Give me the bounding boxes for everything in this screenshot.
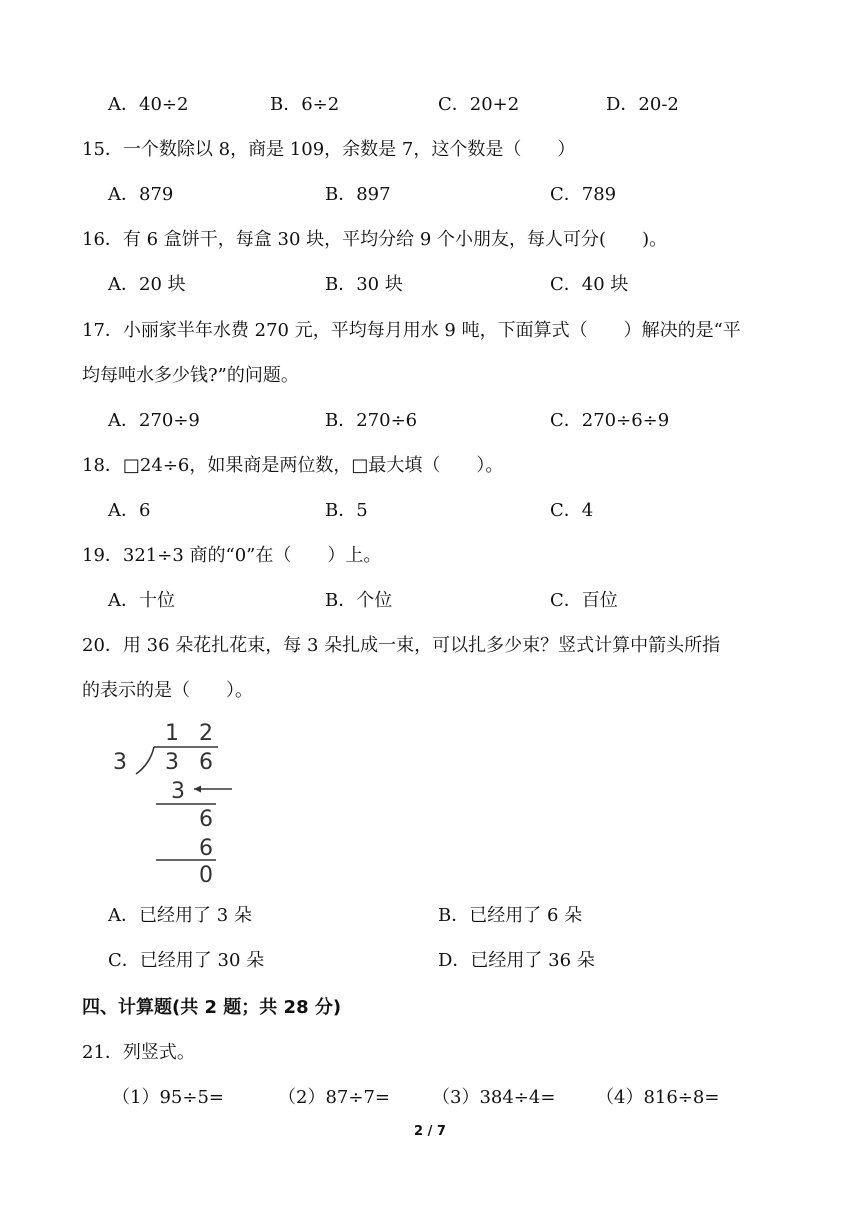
remainder: 0 [199,863,213,888]
q17-text-line1: 17．小丽家半年水费 270 元，平均每月用水 9 吨，下面算式（ ）解决的是“平 [82,320,741,341]
section-heading: 四、计算题(共 2 题；共 28 分) [82,997,342,1018]
q14-option-d: D．20-2 [606,94,679,115]
q20-option-b: B．已经用了 6 朵 [438,905,583,926]
q14-option-a: A．40÷2 [108,94,189,115]
q16-option-c: C．40 块 [550,274,629,295]
q21-item-2: （2）87÷7= [278,1087,390,1108]
q19-option-c: C．百位 [550,590,618,611]
long-division-figure [100,712,250,892]
page-number: 2 / 7 [414,1124,446,1139]
q21-item-1: （1）95÷5= [112,1087,224,1108]
dividend-digit-ones: 6 [199,750,213,775]
q16-option-a: A．20 块 [108,274,186,295]
quotient-digit-tens: 1 [165,721,179,746]
q15-options [0,178,860,212]
q14-option-c: C．20+2 [438,94,520,115]
q19-option-b: B．个位 [325,590,393,611]
q20-text-line2: 的表示的是（ ）。 [82,680,253,701]
q20-text-line1: 20．用 36 朵花扎花束，每 3 朵扎成一束，可以扎多少束？竖式计算中箭头所指 [82,635,721,656]
division-bracket [136,747,154,774]
q20-options-row1 [0,899,860,933]
q17-option-b: B．270÷6 [325,410,418,431]
q19-text: 19．321÷3 商的“0”在（ ）上。 [82,545,382,566]
q19-option-a: A．十位 [108,590,175,611]
q18-options [0,494,860,528]
q15-option-c: C．789 [550,184,617,205]
quotient-digit-ones: 2 [199,721,213,746]
q15-option-a: A．879 [108,184,174,205]
q17-options [0,404,860,438]
q18-option-a: A．6 [108,500,151,521]
q16-option-b: B．30 块 [325,274,403,295]
q20-option-d: D．已经用了 36 朵 [438,950,595,971]
q16-text: 16．有 6 盒饼干，每盒 30 块，平均分给 9 个小朋友，每人可分( )。 [82,229,668,250]
q21-items [0,1081,860,1115]
q18-text: 18．□24÷6，如果商是两位数，□最大填（ ）。 [82,455,504,476]
q19-options [0,584,860,618]
q21-item-3: （3）384÷4= [432,1087,556,1108]
q15-text: 15．一个数除以 8，商是 109，余数是 7，这个数是（ ） [82,139,576,160]
q15-option-b: B．897 [325,184,391,205]
q14-options [0,88,860,122]
step2-value: 6 [199,807,213,832]
q18-option-c: C．4 [550,500,594,521]
q14-option-b: B．6÷2 [270,94,340,115]
dividend-digit-tens: 3 [165,750,179,775]
q17-option-c: C．270÷6÷9 [550,410,670,431]
q21-item-4: （4）816÷8= [596,1087,720,1108]
step1-product: 3 [171,779,185,804]
q17-text-line2: 均每吨水多少钱?”的问题。 [82,365,299,386]
q18-option-b: B．5 [325,500,368,521]
arrow-head-icon [194,786,201,793]
q21-text: 21．列竖式。 [82,1042,195,1063]
q20-option-c: C．已经用了 30 朵 [108,950,265,971]
q20-options-row2 [0,944,860,978]
q16-options [0,268,860,302]
divisor: 3 [113,750,127,775]
step3-product: 6 [199,836,213,861]
q17-option-a: A．270÷9 [108,410,200,431]
q20-option-a: A．已经用了 3 朵 [108,905,252,926]
